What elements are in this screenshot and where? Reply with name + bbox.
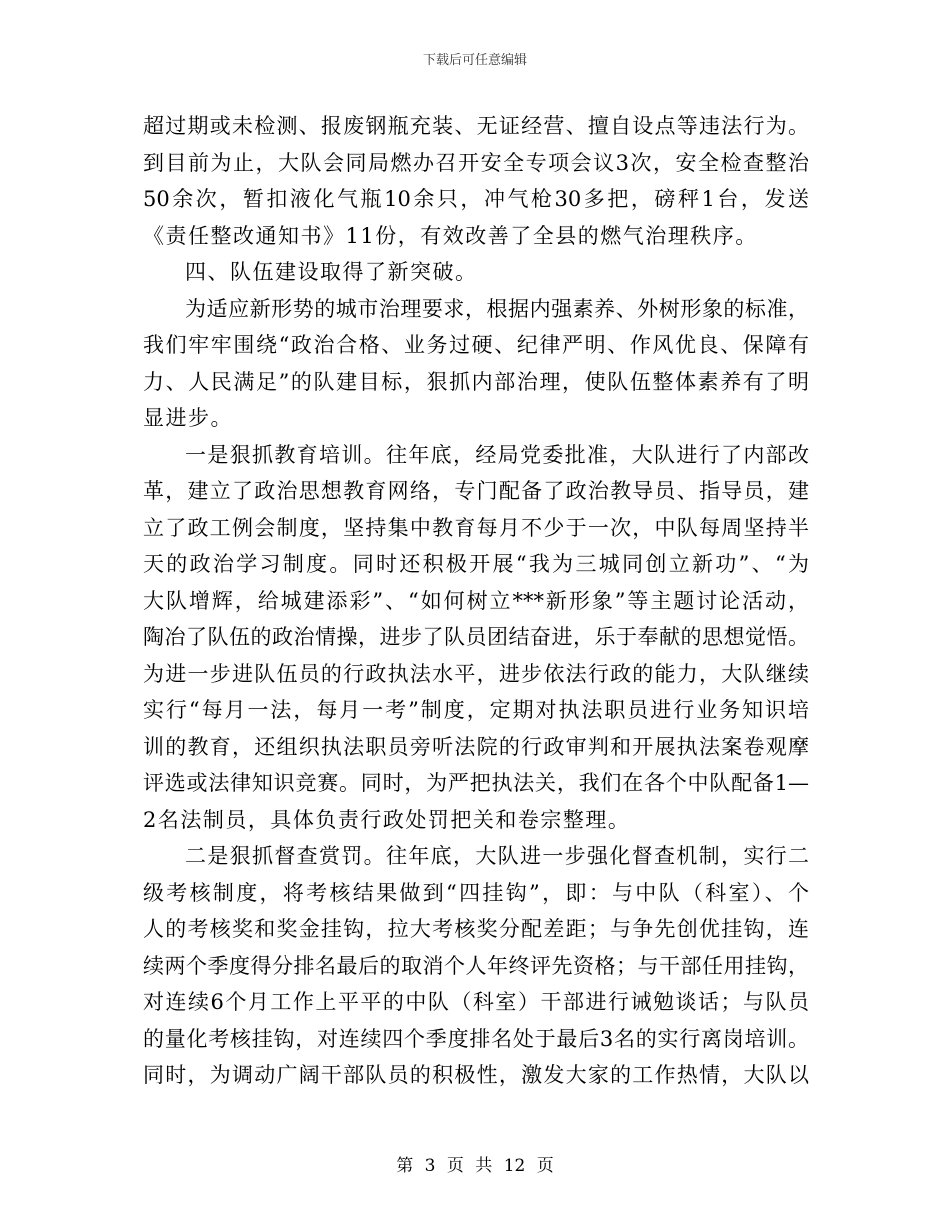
page-footer: 第 3 页 共 12 页 bbox=[396, 1156, 554, 1176]
text-line: 我们牢牢围绕“政治合格、业务过硬、纪律严明、作风优良、保障有 bbox=[143, 333, 809, 357]
text-line: 2名法制员，具体负责行政处罚把关和卷宗整理。 bbox=[143, 807, 631, 832]
text-line: 到目前为止，大队会同局燃办召开安全专项会议3次，安全检查整治 bbox=[143, 150, 809, 175]
text-line: 级考核制度，将考核结果做到“四挂钩”，即：与中队（科室）、个 bbox=[143, 880, 809, 905]
text-line: 训的教育，还组织执法职员旁听法院的行政审判和开展执法案卷观摩 bbox=[143, 734, 809, 759]
section-heading: 四、队伍建设取得了新突破。 bbox=[185, 260, 478, 284]
text-line: 立了政工例会制度，坚持集中教育每月不少于一次，中队每周坚持半 bbox=[143, 515, 809, 540]
text-line: 二是狠抓督查赏罚。往年底，大队进一步强化督查机制，实行二 bbox=[185, 844, 809, 868]
text-line: 的量化考核挂钩，对连续四个季度排名处于最后3名的实行离岗培训。 bbox=[143, 1026, 809, 1051]
text-line: 一是狠抓教育培训。往年底，经局党委批准，大队进行了内部改 bbox=[185, 442, 809, 467]
text-line: 革，建立了政治思想教育网络，专门配备了政治教导员、指导员，建 bbox=[143, 479, 809, 503]
text-line: 大队增辉，给城建添彩”、“如何树立***新形象”等主题讨论活动， bbox=[143, 588, 809, 613]
text-line: 为适应新形势的城市治理要求，根据内强素养、外树形象的标准， bbox=[185, 296, 809, 321]
text-line: 陶冶了队伍的政治情操，进步了队员团结奋进，乐于奉献的思想觉悟。 bbox=[143, 625, 809, 649]
text-line: 《责任整改通知书》11份，有效改善了全县的燃气治理秩序。 bbox=[143, 223, 758, 248]
text-line: 50余次，暂扣液化气瓶10余只，冲气枪30多把，磅秤1台，发送 bbox=[143, 187, 809, 211]
text-line: 超过期或未检测、报废钢瓶充装、无证经营、擅自设点等违法行为。 bbox=[143, 114, 809, 138]
text-line: 同时，为调动广阔干部队员的积极性，激发大家的工作热情，大队以 bbox=[143, 1063, 809, 1087]
text-line: 实行“每月一法，每月一考”制度，定期对执法职员进行业务知识培 bbox=[143, 698, 809, 722]
body-text bbox=[143, 108, 809, 1094]
text-line: 评选或法律知识竞赛。同时，为严把执法关，我们在各个中队配备1— bbox=[143, 771, 809, 795]
text-line: 天的政治学习制度。同时还积极开展“我为三城同创立新功”、“为 bbox=[143, 552, 809, 576]
text-line: 续两个季度得分排名最后的取消个人年终评先资格；与干部任用挂钩， bbox=[143, 953, 809, 978]
text-line: 对连续6个月工作上平平的中队（科室）干部进行诫勉谈话；与队员 bbox=[143, 990, 809, 1014]
text-line: 力、人民满足”的队建目标，狠抓内部治理，使队伍整体素养有了明 bbox=[143, 369, 809, 394]
text-line: 为进一步进队伍员的行政执法水平，进步依法行政的能力，大队继续 bbox=[143, 661, 809, 686]
text-line: 显进步。 bbox=[143, 406, 233, 430]
page-header: 下载后可任意编辑 bbox=[422, 53, 527, 68]
text-line: 人的考核奖和奖金挂钩，拉大考核奖分配差距；与争先创优挂钩，连 bbox=[143, 917, 809, 941]
